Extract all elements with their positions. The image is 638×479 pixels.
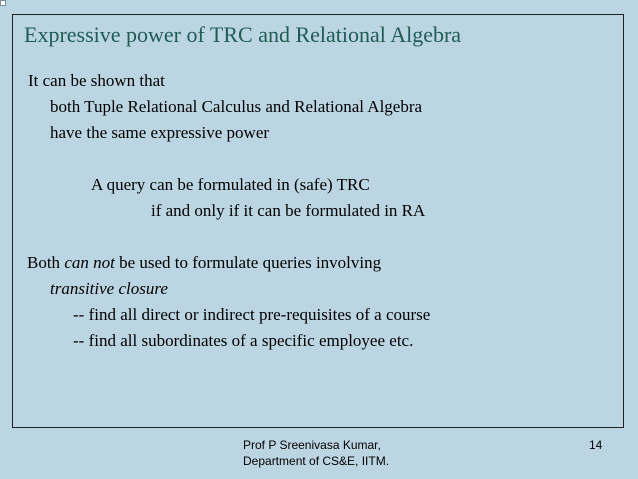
body-line-3: have the same expressive power: [50, 123, 270, 142]
body-line-9: -- find all subordinates of a specific employee etc.: [73, 331, 414, 350]
credit-line-2: Department of CS&E, IITM.: [243, 454, 390, 468]
body-line-1: It can be shown that: [28, 71, 165, 90]
corner-marker: [0, 0, 6, 6]
page-number: 14: [589, 438, 603, 452]
footer-credit: [243, 437, 403, 469]
line-6-suffix: be used to formulate queries involving: [114, 253, 382, 272]
body-line-8: -- find all direct or indirect pre-requisites of a course: [73, 305, 431, 324]
line-6-emphasis: can not: [64, 253, 115, 272]
body-line-6: [27, 253, 381, 273]
slide-title: Expressive power of TRC and Relational Algebra: [24, 22, 462, 47]
body-line-4: A query can be formulated in (safe) TRC: [91, 175, 370, 194]
body-line-5: if and only if it can be formulated in RA: [151, 201, 426, 220]
body-line-7: transitive closure: [50, 279, 168, 298]
body-line-2: both Tuple Relational Calculus and Relational Algebra: [50, 97, 423, 116]
credit-line-1: Prof P Sreenivasa Kumar,: [243, 438, 381, 452]
line-6-prefix: Both: [27, 253, 65, 272]
